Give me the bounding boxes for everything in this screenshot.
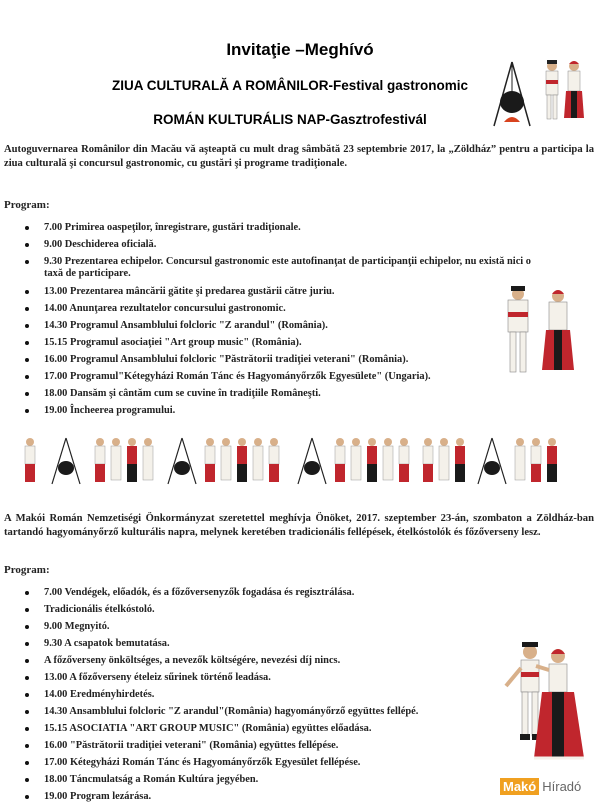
list-item: 18.00 Dansăm şi cântăm cum se cuvine în tradiţiile Româneşti. [0, 388, 500, 405]
program-label-romanian: Program: [4, 199, 50, 211]
list-item: 16.00 Programul Ansamblului folcloric "Păstrătorii tradiţiei veterani" (România). [0, 354, 500, 371]
list-item: 17.00 Kétegyházi Román Tánc és Hagyományőrzők Egyesület fellépése. [0, 757, 500, 774]
list-item: 19.00 Încheerea programului. [0, 405, 500, 422]
list-item: 15.15 ASOCIATIA "ART GROUP MUSIC" (România) együttes előadása. [0, 723, 500, 740]
list-item: 13.00 A főzőverseny ételeiz sűrinek történő leadása. [0, 672, 500, 689]
intro-romanian: Autoguvernarea Românilor din Macău vă aşteaptă cu mult drag sâmbătă 23 septembrie 2017, la „Zöldház” pentru a participa la ziua culturală şi concursul gastronomic, cu gustări şi programe tradiţionale. [4, 144, 594, 169]
subtitle-romanian: ZIUA CULTURALĂ A ROMÂNILOR-Festival gastronomic [111, 78, 468, 93]
list-item: 16.00 "Păstrătorii tradiţiei veterani" (România) együttes fellépése. [0, 740, 500, 757]
folk-costume-couple-icon [494, 284, 584, 378]
cauldron-couple-illustration [486, 56, 590, 128]
brand-hirado: Híradó [542, 778, 582, 794]
list-item: 9.00 Deschiderea oficială. [0, 239, 500, 256]
subtitle-hungarian: ROMÁN KULTURÁLIS NAP-Gasztrofestivál [153, 112, 427, 127]
list-item: 18.00 Táncmulatság a Román Kultúra jegyében. [0, 774, 500, 791]
list-item: 14.00 Eredményhirdetés. [0, 689, 500, 706]
list-item: 13.00 Prezentarea mâncării gătite şi predarea gustării către juriu. [0, 286, 500, 303]
list-item: 15.15 Programul asociaţiei "Art group music" (România). [0, 337, 500, 354]
list-item: 19.00 Program lezárása. [0, 791, 500, 808]
cauldron-icon [494, 62, 530, 126]
brand-mako: Makó [500, 778, 539, 795]
dancing-couple-icon [494, 638, 592, 772]
intro-hungarian: A Makói Román Nemzetiségi Önkormányzat szeretettel meghívja Önöket, 2017. szeptember 23-án, szombaton a Zöldház-ban tartandó hagyományőrző kulturális napra, melynek keretében tradicionális fellépések, ételkóstolók és főzőverseny lesz. [4, 513, 594, 538]
list-item: 14.30 Ansamblului folcloric "Z arandul"(România) hagyományőrző együttes fellépé. [0, 706, 500, 723]
list-item: 9.00 Megnyitó. [0, 621, 500, 638]
list-item: Tradicionális ételkóstoló. [0, 604, 500, 621]
folk-couple-icon [546, 60, 584, 119]
list-item: 9.30 A csapatok bemutatása. [0, 638, 500, 655]
list-item: 17.00 Programul"Kétegyházi Román Tánc és Hagyományőrzők Egyesülete" (Ungaria). [0, 371, 500, 388]
list-item: 7.00 Vendégek, előadók, és a főzőversenyzők fogadása és regisztrálása. [0, 587, 500, 604]
list-item: 7.00 Primirea oaspeţilor, înregistrare, gustări tradiţionale. [0, 222, 500, 239]
program-label-hungarian: Program: [4, 564, 50, 576]
folk-border-strip [18, 432, 582, 486]
list-item: 14.00 Anunţarea rezultatelor concursului gastronomic. [0, 303, 500, 320]
list-item: A főzőverseny önköltséges, a nevezők költségére, nevezési díj nincs. [0, 655, 500, 672]
list-item: 14.30 Programul Ansamblului folcloric "Z arandul" (România). [0, 320, 500, 337]
invitation-title: Invitaţie –Meghívó [226, 40, 374, 59]
mako-hirado-watermark [496, 776, 585, 796]
list-item: 9.30 Prezentarea echipelor. Concursul gastronomic este autofinanţat de participanţii echipelor, nu există nici o taxă de participare. [0, 256, 534, 286]
program-list-hungarian [0, 587, 500, 808]
program-list-romanian [0, 222, 531, 422]
